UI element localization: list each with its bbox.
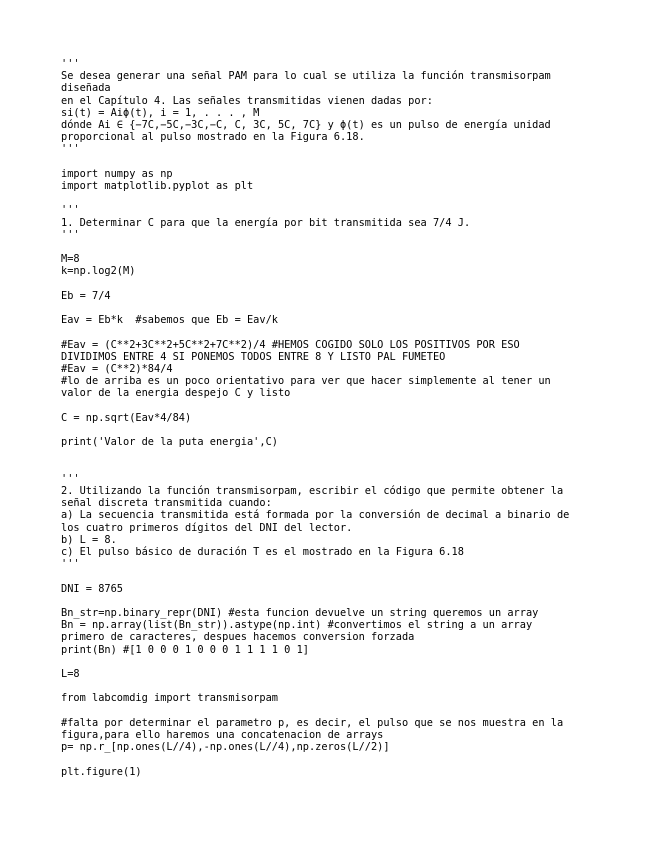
code-line: diseñada <box>61 82 111 95</box>
code-line <box>61 461 641 473</box>
code-line <box>61 241 641 253</box>
code-line <box>61 400 641 412</box>
code-line: ''' <box>61 558 80 571</box>
code-line <box>61 448 641 460</box>
code-line: proporcional al pulso mostrado en la Figura 6.18. <box>61 131 365 144</box>
code-line: k=np.log2(M) <box>61 265 136 278</box>
code-line: valor de la energia despejo C y listo <box>61 387 291 400</box>
code-line <box>61 278 641 290</box>
code-line: c) El pulso básico de duración T es el mostrado en la Figura 6.18 <box>61 545 464 558</box>
code-line: L=8 <box>61 667 80 680</box>
code-line: b) L = 8. <box>61 533 117 546</box>
code-line: #lo de arriba es un poco orientativo para ver que hacer simplemente al tener un <box>61 375 551 388</box>
code-line: #Eav = (C**2+3C**2+5C**2+7C**2)/4 #HEMOS COGIDO SOLO LOS POSITIVOS POR ESO <box>61 338 520 351</box>
code-line <box>61 656 641 668</box>
code-line: en el Capítulo 4. Las señales transmitidas vienen dadas por: <box>61 94 433 107</box>
code-line: import matplotlib.pyplot as plt <box>61 180 254 193</box>
code-line: Bn_str=np.binary_repr(DNI) #esta funcion devuelve un string queremos un array <box>61 606 539 619</box>
code-line: a) La secuencia transmitida está formada por la conversión de decimal a binario de <box>61 509 570 522</box>
code-line: p= np.r_[np.ones(L//4),-np.ones(L//4),np.zeros(L//2)] <box>61 741 390 754</box>
code-line: figura,para ello haremos una concatenacion de arrays <box>61 728 384 741</box>
code-line: los cuatro primeros dígitos del DNI del lector. <box>61 521 353 534</box>
code-line: 1. Determinar C para que la energía por bit transmitida sea 7/4 J. <box>61 216 471 229</box>
code-line: C = np.sqrt(Eav*4/84) <box>61 411 192 424</box>
code-listing <box>61 58 641 778</box>
code-line: primero de caracteres, despues hacemos conversion forzada <box>61 631 415 644</box>
code-line <box>61 326 641 338</box>
code-line: DIVIDIMOS ENTRE 4 SI PONEMOS TODOS ENTRE 8 Y LISTO PAL FUMETEO <box>61 350 446 363</box>
code-line <box>61 753 641 765</box>
code-line: Bn = np.array(list(Bn_str)).astype(np.int) #convertimos el string a un array <box>61 619 533 632</box>
code-line: 2. Utilizando la función transmisorpam, escribir el código que permite obtener la <box>61 484 564 497</box>
code-line: ''' <box>61 228 80 241</box>
code-line: ''' <box>61 204 80 217</box>
code-line: Eb = 7/4 <box>61 289 111 302</box>
code-line: dónde Ai ∈ {−7C,−5C,−3C,−C, C, 3C, 5C, 7C} y ϕ(t) es un pulso de energía unidad <box>61 119 551 132</box>
code-line <box>61 302 641 314</box>
code-line: import numpy as np <box>61 167 173 180</box>
code-line <box>61 156 641 168</box>
code-line: DNI = 8765 <box>61 582 123 595</box>
code-line <box>61 192 641 204</box>
code-line: #Eav = (C**2)*84/4 <box>61 362 173 375</box>
code-line: Eav = Eb*k #sabemos que Eb = Eav/k <box>61 314 278 327</box>
code-line: from labcomdig import transmisorpam <box>61 692 278 705</box>
code-line <box>61 680 641 692</box>
code-line: Se desea generar una señal PAM para lo cual se utiliza la función transmisorpam <box>61 70 551 83</box>
code-line: ''' <box>61 143 80 156</box>
code-line: si(t) = Aiϕ(t), i = 1, . . . , M <box>61 106 260 119</box>
code-line <box>61 595 641 607</box>
code-line <box>61 570 641 582</box>
code-line: print(Bn) #[1 0 0 0 1 0 0 0 1 1 1 1 0 1] <box>61 643 309 656</box>
code-line <box>61 705 641 717</box>
code-line: print('Valor de la puta energia',C) <box>61 436 278 449</box>
code-line: M=8 <box>61 253 80 266</box>
code-line: #falta por determinar el parametro p, es decir, el pulso que se nos muestra en la <box>61 716 564 729</box>
code-line: señal discreta transmitida cuando: <box>61 497 272 510</box>
code-line: plt.figure(1) <box>61 765 142 778</box>
code-line: ''' <box>61 472 80 485</box>
code-line: ''' <box>61 58 80 70</box>
code-line <box>61 424 641 436</box>
